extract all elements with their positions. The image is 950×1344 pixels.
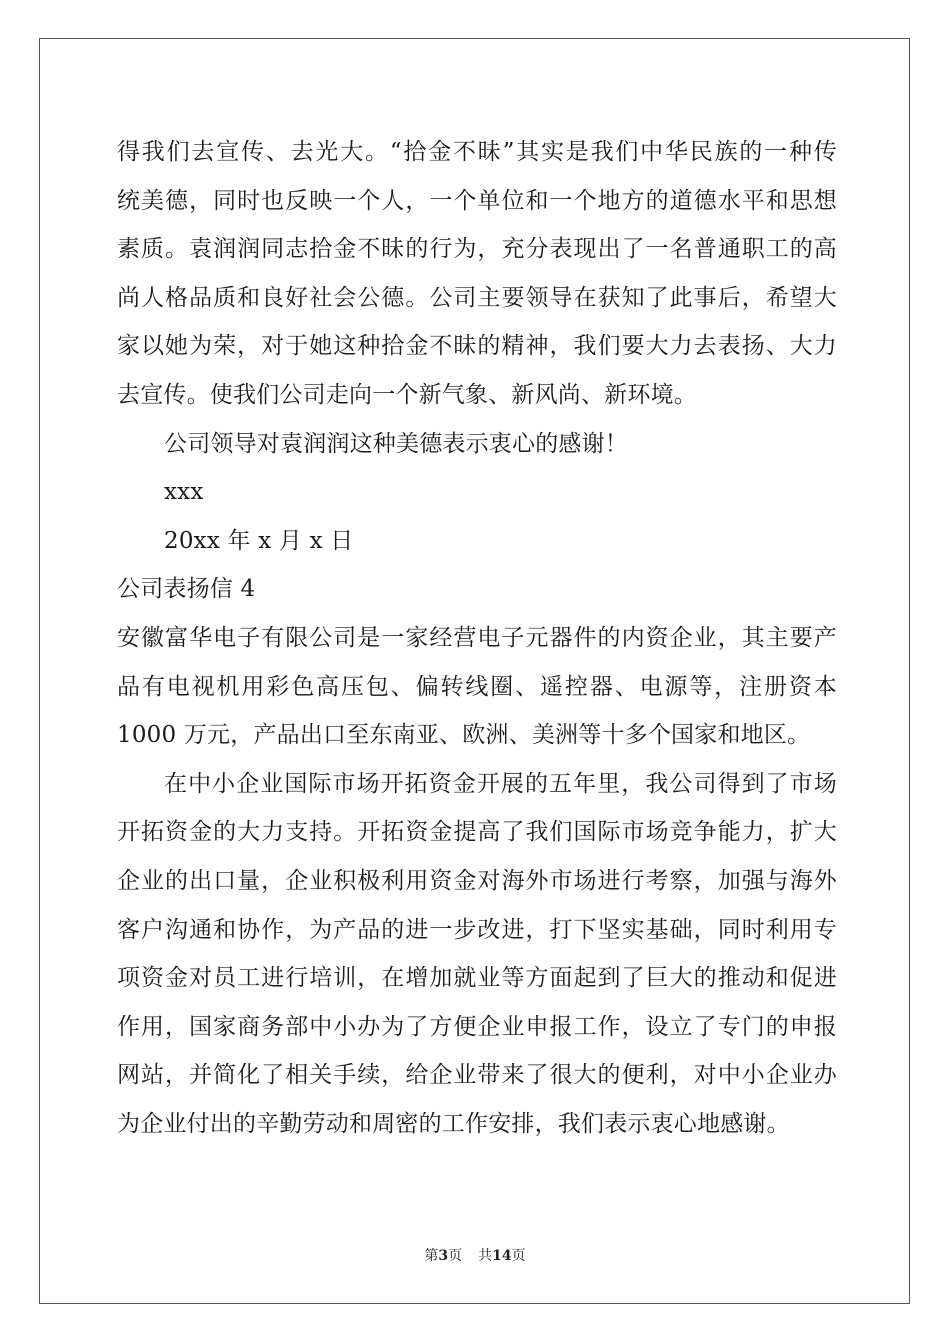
body-line: 项资金对员工进行培训，在增加就业等方面起到了巨大的推动和促进 [117, 965, 837, 992]
document-body [117, 128, 837, 1148]
page-prefix: 第 [424, 1248, 439, 1264]
body-line: 素质。袁润润同志拾金不昧的行为，充分表现出了一名普通职工的高 [117, 236, 837, 263]
body-line: 客户沟通和协作，为产品的进一步改进，打下坚实基础，同时利用专 [117, 916, 837, 943]
body-line: 得我们去宣传、去光大。“拾金不昧”其实是我们中华民族的一种传 [117, 139, 837, 165]
body-line: 尚人格品质和良好社会公德。公司主要领导在获知了此事后，希望大 [117, 284, 837, 311]
body-line: 1000 万元，产品出口至东南亚、欧洲、美洲等十多个国家和地区。 [117, 722, 811, 749]
body-line: 安徽富华电子有限公司是一家经营电子元器件的内资企业，其主要产 [117, 624, 837, 651]
body-line: 企业的出口量，企业积极利用资金对海外市场进行考察，加强与海外 [117, 867, 837, 894]
body-line: 网站，并简化了相关手续，给企业带来了很大的便利，对中小企业办 [117, 1062, 837, 1089]
total-suffix: 页 [511, 1248, 526, 1264]
thanks-line: 公司领导对袁润润这种美德表示衷心的感谢！ [164, 430, 628, 457]
body-line: 作用，国家商务部中小办为了方便企业申报工作，设立了专门的申报 [117, 1013, 837, 1040]
section-title: 公司表扬信 4 [117, 576, 256, 603]
total-prefix: 共 [478, 1248, 493, 1264]
page-footer [0, 1245, 950, 1265]
body-line: 为企业付出的辛勤劳动和周密的工作安排，我们表示衷心地感谢。 [117, 1110, 790, 1137]
page-current: 3 [438, 1248, 449, 1264]
body-line: 开拓资金的大力支持。开拓资金提高了我们国际市场竞争能力，扩大 [117, 819, 837, 846]
page-total: 14 [492, 1248, 512, 1264]
body-line: 家以她为荣，对于她这种拾金不昧的精神，我们要大力去表扬、大力 [117, 333, 837, 360]
signature: xxx [164, 479, 204, 506]
body-line: 去宣传。使我们公司走向一个新气象、新风尚、新环境。 [117, 381, 697, 408]
page-mid: 页 [448, 1248, 463, 1264]
body-line: 品有电视机用彩色高压包、偏转线圈、遥控器、电源等，注册资本 [117, 673, 837, 700]
body-line: 统美德，同时也反映一个人，一个单位和一个地方的道德水平和思想 [117, 187, 837, 214]
letter-date: 20xx 年 x 月 x 日 [164, 527, 354, 554]
body-line: 在中小企业国际市场开拓资金开展的五年里，我公司得到了市场 [164, 770, 837, 797]
